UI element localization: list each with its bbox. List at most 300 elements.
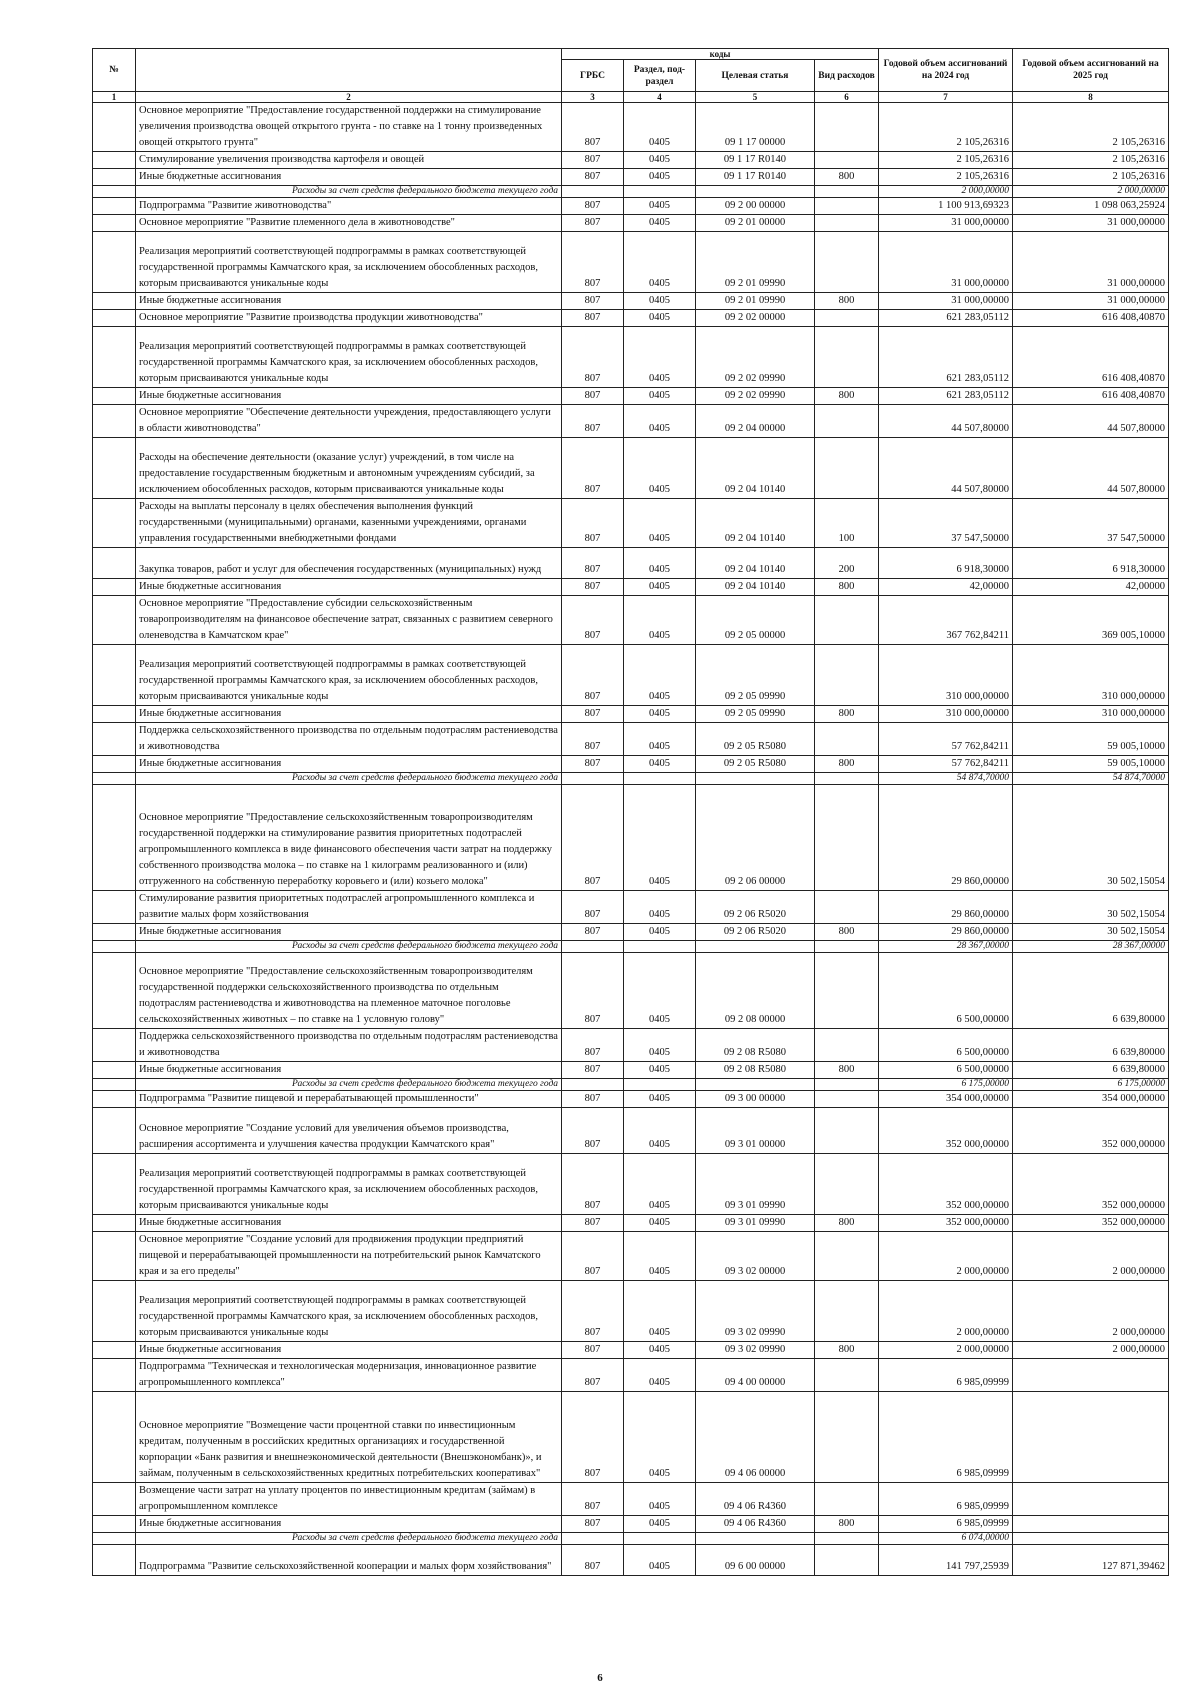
row-number-cell — [93, 1533, 136, 1545]
grbs-cell: 807 — [562, 1545, 624, 1576]
row-name-cell: Расходы за счет средств федерального бюджета текущего года — [136, 186, 562, 198]
grbs-cell: 807 — [562, 1062, 624, 1079]
table-row — [93, 310, 1169, 327]
target-article-cell: 09 2 01 09990 — [696, 293, 815, 310]
grbs-cell: 807 — [562, 706, 624, 723]
razdel-cell: 0405 — [624, 579, 696, 596]
grbs-cell — [562, 1533, 624, 1545]
amount-2025-cell: 37 547,50000 — [1013, 499, 1169, 548]
amount-2024-cell: 6 500,00000 — [879, 953, 1013, 1029]
grbs-cell: 807 — [562, 103, 624, 152]
razdel-cell: 0405 — [624, 1091, 696, 1108]
grbs-cell — [562, 773, 624, 785]
razdel-cell: 0405 — [624, 1516, 696, 1533]
row-name-cell: Иные бюджетные ассигнования — [136, 1062, 562, 1079]
amount-2025-cell: 2 000,00000 — [1013, 186, 1169, 198]
target-article-cell — [696, 773, 815, 785]
razdel-cell: 0405 — [624, 924, 696, 941]
amount-2025-cell: 1 098 063,25924 — [1013, 198, 1169, 215]
grbs-cell: 807 — [562, 1091, 624, 1108]
amount-2025-cell: 42,00000 — [1013, 579, 1169, 596]
row-number-cell — [93, 1392, 136, 1483]
expense-type-cell — [815, 1154, 879, 1215]
expense-type-cell — [815, 198, 879, 215]
table-row — [93, 924, 1169, 941]
amount-2024-cell: 1 100 913,69323 — [879, 198, 1013, 215]
row-name-cell: Иные бюджетные ассигнования — [136, 756, 562, 773]
row-number-cell — [93, 1154, 136, 1215]
razdel-cell: 0405 — [624, 405, 696, 438]
target-article-cell: 09 3 01 09990 — [696, 1215, 815, 1232]
table-row — [93, 1232, 1169, 1281]
expense-type-cell — [815, 310, 879, 327]
row-name-cell: Подпрограмма "Техническая и технологическая модернизация, инновационное развитие агропромышленного комплекса" — [136, 1359, 562, 1392]
target-article-cell: 09 2 02 09990 — [696, 327, 815, 388]
row-name-cell: Закупка товаров, работ и услуг для обеспечения государственных (муниципальных) нужд — [136, 548, 562, 579]
target-article-cell: 09 2 01 00000 — [696, 215, 815, 232]
row-number-cell — [93, 405, 136, 438]
razdel-cell: 0405 — [624, 1154, 696, 1215]
col-number: 4 — [624, 92, 696, 103]
row-number-cell — [93, 1029, 136, 1062]
razdel-cell: 0405 — [624, 198, 696, 215]
row-name-cell: Иные бюджетные ассигнования — [136, 706, 562, 723]
target-article-cell — [696, 1533, 815, 1545]
target-article-cell: 09 3 02 00000 — [696, 1232, 815, 1281]
col-name-header — [136, 49, 562, 92]
table-row — [93, 1516, 1169, 1533]
expense-type-cell — [815, 1281, 879, 1342]
col-2025-header: Годовой объем ассигнований на 2025 год — [1013, 49, 1169, 92]
amount-2025-cell: 616 408,40870 — [1013, 388, 1169, 405]
expense-type-cell — [815, 1359, 879, 1392]
amount-2025-cell: 6 175,00000 — [1013, 1079, 1169, 1091]
col-number: 6 — [815, 92, 879, 103]
row-name-cell: Иные бюджетные ассигнования — [136, 1342, 562, 1359]
table-row — [93, 1029, 1169, 1062]
expense-type-cell — [815, 152, 879, 169]
target-article-cell — [696, 186, 815, 198]
table-row — [93, 723, 1169, 756]
razdel-cell: 0405 — [624, 596, 696, 645]
expense-type-cell: 800 — [815, 579, 879, 596]
row-number-cell — [93, 293, 136, 310]
target-article-cell: 09 2 04 10140 — [696, 548, 815, 579]
row-number-cell — [93, 1359, 136, 1392]
target-article-cell: 09 2 06 00000 — [696, 785, 815, 891]
target-article-cell: 09 3 01 09990 — [696, 1154, 815, 1215]
target-article-cell: 09 2 01 09990 — [696, 232, 815, 293]
amount-2024-cell: 29 860,00000 — [879, 924, 1013, 941]
row-number-cell — [93, 756, 136, 773]
amount-2025-cell: 2 000,00000 — [1013, 1281, 1169, 1342]
amount-2024-cell: 31 000,00000 — [879, 232, 1013, 293]
table-row — [93, 232, 1169, 293]
target-article-cell: 09 2 02 00000 — [696, 310, 815, 327]
expense-type-cell — [815, 438, 879, 499]
grbs-cell — [562, 186, 624, 198]
amount-2024-cell: 31 000,00000 — [879, 293, 1013, 310]
grbs-cell: 807 — [562, 924, 624, 941]
table-row — [93, 1062, 1169, 1079]
target-article-cell: 09 3 00 00000 — [696, 1091, 815, 1108]
expense-type-cell — [815, 1483, 879, 1516]
table-row — [93, 1091, 1169, 1108]
row-number-cell — [93, 645, 136, 706]
amount-2024-cell: 42,00000 — [879, 579, 1013, 596]
col-number: 2 — [136, 92, 562, 103]
razdel-cell: 0405 — [624, 499, 696, 548]
grbs-cell: 807 — [562, 1232, 624, 1281]
razdel-cell: 0405 — [624, 1392, 696, 1483]
expense-type-cell — [815, 1029, 879, 1062]
expense-type-cell — [815, 1079, 879, 1091]
razdel-cell: 0405 — [624, 1342, 696, 1359]
row-number-cell — [93, 1062, 136, 1079]
grbs-cell: 807 — [562, 1359, 624, 1392]
table-row — [93, 1342, 1169, 1359]
column-number-row — [93, 92, 1169, 103]
col-number: 5 — [696, 92, 815, 103]
expense-type-cell: 800 — [815, 706, 879, 723]
razdel-cell — [624, 1079, 696, 1091]
row-name-cell: Реализация мероприятий соответствующей подпрограммы в рамках соответствующей государственной программы Камчатского края, за исключением обособленных расходов, которым присваиваются уникальные коды — [136, 645, 562, 706]
expense-type-cell: 800 — [815, 1342, 879, 1359]
row-name-cell: Стимулирование увеличения производства картофеля и овощей — [136, 152, 562, 169]
target-article-cell: 09 3 02 09990 — [696, 1281, 815, 1342]
row-number-cell — [93, 706, 136, 723]
row-name-cell: Реализация мероприятий соответствующей подпрограммы в рамках соответствующей государственной программы Камчатского края, за исключением обособленных расходов, которым присваиваются уникальные коды — [136, 232, 562, 293]
federal-budget-row — [93, 941, 1169, 953]
table-row — [93, 548, 1169, 579]
target-article-cell: 09 2 02 09990 — [696, 388, 815, 405]
amount-2025-cell: 616 408,40870 — [1013, 327, 1169, 388]
expense-type-cell: 800 — [815, 756, 879, 773]
expense-type-cell — [815, 405, 879, 438]
grbs-cell: 807 — [562, 405, 624, 438]
amount-2025-cell: 6 639,80000 — [1013, 953, 1169, 1029]
row-number-cell — [93, 327, 136, 388]
row-name-cell: Реализация мероприятий соответствующей подпрограммы в рамках соответствующей государственной программы Камчатского края, за исключением обособленных расходов, которым присваиваются уникальные коды — [136, 1281, 562, 1342]
razdel-cell — [624, 186, 696, 198]
target-article-cell: 09 2 04 00000 — [696, 405, 815, 438]
amount-2025-cell: 352 000,00000 — [1013, 1215, 1169, 1232]
row-name-cell: Основное мероприятие "Развитие племенного дела в животноводстве" — [136, 215, 562, 232]
grbs-cell: 807 — [562, 310, 624, 327]
table-row — [93, 596, 1169, 645]
page-number: 6 — [597, 1672, 603, 1684]
razdel-cell — [624, 1533, 696, 1545]
amount-2025-cell — [1013, 1516, 1169, 1533]
grbs-cell: 807 — [562, 756, 624, 773]
razdel-cell: 0405 — [624, 1359, 696, 1392]
razdel-cell: 0405 — [624, 1232, 696, 1281]
col-grbs-header: ГРБС — [562, 60, 624, 92]
expense-type-cell — [815, 232, 879, 293]
amount-2024-cell: 28 367,00000 — [879, 941, 1013, 953]
target-article-cell — [696, 1079, 815, 1091]
row-number-cell — [93, 438, 136, 499]
amount-2025-cell: 2 105,26316 — [1013, 169, 1169, 186]
row-number-cell — [93, 1281, 136, 1342]
row-name-cell: Стимулирование развития приоритетных подотраслей агропромышленного комплекса и развитие малых форм хозяйствования — [136, 891, 562, 924]
col-number: 8 — [1013, 92, 1169, 103]
row-number-cell — [93, 941, 136, 953]
grbs-cell: 807 — [562, 645, 624, 706]
amount-2025-cell: 6 639,80000 — [1013, 1029, 1169, 1062]
row-name-cell: Возмещение части затрат на уплату процентов по инвестиционным кредитам (займам) в агропромышленном комплексе — [136, 1483, 562, 1516]
amount-2024-cell: 310 000,00000 — [879, 645, 1013, 706]
expense-type-cell: 200 — [815, 548, 879, 579]
amount-2025-cell: 59 005,10000 — [1013, 723, 1169, 756]
row-number-cell — [93, 953, 136, 1029]
target-article-cell: 09 4 06 R4360 — [696, 1516, 815, 1533]
row-number-cell — [93, 310, 136, 327]
expense-type-cell: 800 — [815, 1062, 879, 1079]
row-name-cell: Иные бюджетные ассигнования — [136, 1516, 562, 1533]
amount-2024-cell: 6 500,00000 — [879, 1029, 1013, 1062]
row-number-cell — [93, 232, 136, 293]
amount-2024-cell: 6 074,00000 — [879, 1533, 1013, 1545]
amount-2025-cell: 127 871,39462 — [1013, 1545, 1169, 1576]
razdel-cell: 0405 — [624, 953, 696, 1029]
grbs-cell: 807 — [562, 152, 624, 169]
expense-type-cell — [815, 785, 879, 891]
amount-2024-cell: 54 874,70000 — [879, 773, 1013, 785]
budget-document — [92, 48, 1168, 1576]
expense-type-cell — [815, 1232, 879, 1281]
amount-2024-cell: 2 105,26316 — [879, 152, 1013, 169]
row-name-cell: Подпрограмма "Развитие пищевой и перерабатывающей промышленности" — [136, 1091, 562, 1108]
row-number-cell — [93, 388, 136, 405]
table-row — [93, 1154, 1169, 1215]
row-name-cell: Иные бюджетные ассигнования — [136, 169, 562, 186]
col-number: 7 — [879, 92, 1013, 103]
grbs-cell: 807 — [562, 499, 624, 548]
grbs-cell: 807 — [562, 785, 624, 891]
federal-budget-row — [93, 773, 1169, 785]
target-article-cell: 09 2 08 00000 — [696, 953, 815, 1029]
table-row — [93, 891, 1169, 924]
row-number-cell — [93, 215, 136, 232]
razdel-cell: 0405 — [624, 103, 696, 152]
razdel-cell: 0405 — [624, 310, 696, 327]
amount-2024-cell: 310 000,00000 — [879, 706, 1013, 723]
amount-2025-cell: 2 105,26316 — [1013, 152, 1169, 169]
grbs-cell: 807 — [562, 1154, 624, 1215]
target-article-cell: 09 2 05 R5080 — [696, 756, 815, 773]
row-number-cell — [93, 169, 136, 186]
target-article-cell: 09 1 17 R0140 — [696, 169, 815, 186]
col-2024-header: Годовой объем ассигнований на 2024 год — [879, 49, 1013, 92]
target-article-cell: 09 2 05 09990 — [696, 706, 815, 723]
expense-type-cell: 100 — [815, 499, 879, 548]
table-row — [93, 1545, 1169, 1576]
razdel-cell: 0405 — [624, 1545, 696, 1576]
grbs-cell: 807 — [562, 1215, 624, 1232]
budget-table — [92, 48, 1169, 1576]
table-row — [93, 327, 1169, 388]
razdel-cell: 0405 — [624, 1062, 696, 1079]
amount-2025-cell: 352 000,00000 — [1013, 1108, 1169, 1154]
razdel-cell: 0405 — [624, 1029, 696, 1062]
row-name-cell: Поддержка сельскохозяйственного производства по отдельным подотраслям растениеводства и животноводства — [136, 1029, 562, 1062]
expense-type-cell: 800 — [815, 388, 879, 405]
amount-2024-cell: 352 000,00000 — [879, 1215, 1013, 1232]
amount-2025-cell: 31 000,00000 — [1013, 232, 1169, 293]
table-row — [93, 499, 1169, 548]
table-row — [93, 579, 1169, 596]
table-row — [93, 1281, 1169, 1342]
table-header — [93, 49, 1169, 103]
amount-2024-cell: 44 507,80000 — [879, 438, 1013, 499]
row-number-cell — [93, 891, 136, 924]
table-row — [93, 756, 1169, 773]
row-name-cell: Основное мероприятие "Создание условий для продвижения продукции предприятий пищевой и перерабатывающей промышленности на потребительский рынок Камчатского края и за его пределы" — [136, 1232, 562, 1281]
table-row — [93, 706, 1169, 723]
amount-2025-cell: 30 502,15054 — [1013, 891, 1169, 924]
table-row — [93, 198, 1169, 215]
razdel-cell: 0405 — [624, 723, 696, 756]
row-number-cell — [93, 198, 136, 215]
amount-2024-cell: 6 918,30000 — [879, 548, 1013, 579]
grbs-cell: 807 — [562, 169, 624, 186]
amount-2025-cell: 31 000,00000 — [1013, 293, 1169, 310]
row-name-cell: Основное мероприятие "Предоставление сельскохозяйственным товаропроизводителям государственной поддержки сельскохозяйственного производства по отдельным подотраслям растениеводства и животноводства на племенное маточное поголовье сельскохозяйственных животных – по ставке на 1 условную голову" — [136, 953, 562, 1029]
table-row — [93, 405, 1169, 438]
target-article-cell — [696, 941, 815, 953]
grbs-cell: 807 — [562, 1483, 624, 1516]
razdel-cell: 0405 — [624, 1281, 696, 1342]
row-name-cell: Подпрограмма "Развитие животноводства" — [136, 198, 562, 215]
grbs-cell: 807 — [562, 1108, 624, 1154]
row-number-cell — [93, 186, 136, 198]
grbs-cell: 807 — [562, 548, 624, 579]
row-name-cell: Основное мероприятие "Создание условий для увеличения объемов производства, расширения ассортимента и улучшения качества продукции Камчатского края" — [136, 1108, 562, 1154]
row-name-cell: Иные бюджетные ассигнования — [136, 388, 562, 405]
amount-2025-cell: 6 918,30000 — [1013, 548, 1169, 579]
amount-2024-cell: 2 105,26316 — [879, 103, 1013, 152]
amount-2024-cell: 352 000,00000 — [879, 1108, 1013, 1154]
grbs-cell — [562, 941, 624, 953]
amount-2025-cell: 2 105,26316 — [1013, 103, 1169, 152]
expense-type-cell — [815, 723, 879, 756]
table-body — [93, 103, 1169, 1576]
row-number-cell — [93, 152, 136, 169]
amount-2024-cell: 621 283,05112 — [879, 310, 1013, 327]
amount-2024-cell: 57 762,84211 — [879, 723, 1013, 756]
target-article-cell: 09 2 04 10140 — [696, 579, 815, 596]
col-razdel-header: Раздел, под-раздел — [624, 60, 696, 92]
target-article-cell: 09 2 05 09990 — [696, 645, 815, 706]
target-article-cell: 09 1 17 R0140 — [696, 152, 815, 169]
amount-2024-cell: 352 000,00000 — [879, 1154, 1013, 1215]
col-csr-header: Целевая статья — [696, 60, 815, 92]
expense-type-cell — [815, 215, 879, 232]
row-number-cell — [93, 1483, 136, 1516]
table-row — [93, 1392, 1169, 1483]
row-name-cell: Иные бюджетные ассигнования — [136, 1215, 562, 1232]
grbs-cell: 807 — [562, 891, 624, 924]
row-name-cell: Иные бюджетные ассигнования — [136, 579, 562, 596]
table-row — [93, 215, 1169, 232]
grbs-cell: 807 — [562, 1281, 624, 1342]
row-number-cell — [93, 596, 136, 645]
expense-type-cell — [815, 1392, 879, 1483]
razdel-cell: 0405 — [624, 706, 696, 723]
razdel-cell: 0405 — [624, 169, 696, 186]
target-article-cell: 09 2 06 R5020 — [696, 891, 815, 924]
amount-2025-cell: 28 367,00000 — [1013, 941, 1169, 953]
amount-2024-cell: 6 500,00000 — [879, 1062, 1013, 1079]
row-name-cell: Поддержка сельскохозяйственного производства по отдельным подотраслям растениеводства и животноводства — [136, 723, 562, 756]
expense-type-cell — [815, 327, 879, 388]
amount-2025-cell: 352 000,00000 — [1013, 1154, 1169, 1215]
razdel-cell: 0405 — [624, 1215, 696, 1232]
table-row — [93, 1215, 1169, 1232]
codes-header: коды — [562, 49, 879, 60]
amount-2024-cell: 2 000,00000 — [879, 1342, 1013, 1359]
federal-budget-row — [93, 1079, 1169, 1091]
row-name-cell: Расходы за счет средств федерального бюджета текущего года — [136, 941, 562, 953]
grbs-cell: 807 — [562, 232, 624, 293]
row-number-cell — [93, 1342, 136, 1359]
amount-2024-cell: 2 000,00000 — [879, 1281, 1013, 1342]
razdel-cell: 0405 — [624, 438, 696, 499]
amount-2024-cell: 2 105,26316 — [879, 169, 1013, 186]
target-article-cell: 09 6 00 00000 — [696, 1545, 815, 1576]
col-number: 3 — [562, 92, 624, 103]
target-article-cell: 09 4 00 00000 — [696, 1359, 815, 1392]
amount-2025-cell — [1013, 1392, 1169, 1483]
razdel-cell: 0405 — [624, 645, 696, 706]
amount-2025-cell: 30 502,15054 — [1013, 924, 1169, 941]
table-row — [93, 152, 1169, 169]
row-number-cell — [93, 1079, 136, 1091]
razdel-cell — [624, 941, 696, 953]
razdel-cell: 0405 — [624, 756, 696, 773]
expense-type-cell — [815, 1545, 879, 1576]
amount-2024-cell: 37 547,50000 — [879, 499, 1013, 548]
expense-type-cell — [815, 773, 879, 785]
grbs-cell: 807 — [562, 1516, 624, 1533]
expense-type-cell: 800 — [815, 924, 879, 941]
expense-type-cell — [815, 941, 879, 953]
amount-2025-cell: 354 000,00000 — [1013, 1091, 1169, 1108]
row-name-cell: Основное мероприятие "Возмещение части процентной ставки по инвестиционным кредитам, полученным в российских кредитных организациях и государственной корпорации «Банк развития и внешнеэкономической деятельности (Внешэкономбанк)», и займам, полученным в сельскохозяйственных кредитных потребительских кооперативах" — [136, 1392, 562, 1483]
grbs-cell: 807 — [562, 215, 624, 232]
row-number-cell — [93, 773, 136, 785]
amount-2025-cell: 369 005,10000 — [1013, 596, 1169, 645]
row-number-cell — [93, 499, 136, 548]
target-article-cell: 09 4 06 00000 — [696, 1392, 815, 1483]
expense-type-cell — [815, 953, 879, 1029]
razdel-cell: 0405 — [624, 1483, 696, 1516]
grbs-cell: 807 — [562, 198, 624, 215]
grbs-cell: 807 — [562, 327, 624, 388]
amount-2024-cell: 29 860,00000 — [879, 891, 1013, 924]
target-article-cell: 09 2 04 10140 — [696, 438, 815, 499]
amount-2024-cell: 6 985,09999 — [879, 1483, 1013, 1516]
amount-2025-cell: 616 408,40870 — [1013, 310, 1169, 327]
amount-2025-cell: 6 639,80000 — [1013, 1062, 1169, 1079]
amount-2025-cell — [1013, 1359, 1169, 1392]
grbs-cell: 807 — [562, 1342, 624, 1359]
razdel-cell: 0405 — [624, 1108, 696, 1154]
razdel-cell: 0405 — [624, 327, 696, 388]
razdel-cell: 0405 — [624, 293, 696, 310]
amount-2024-cell: 2 000,00000 — [879, 1232, 1013, 1281]
